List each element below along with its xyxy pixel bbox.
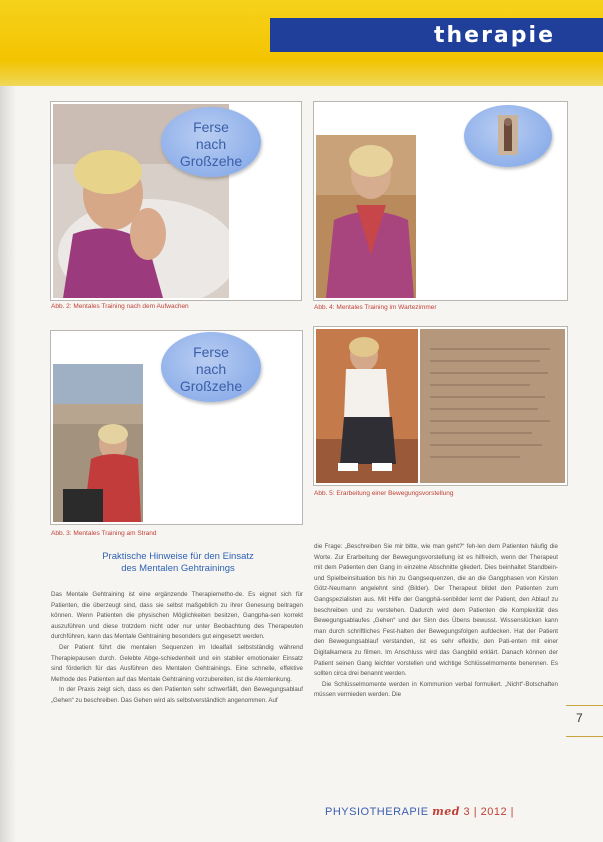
figure-5-caption: Abb. 5: Erarbeitung einer Bewegungsvorstellung (314, 490, 454, 497)
figure-4 (313, 101, 568, 301)
bubble-text: Ferse nach Großzehe (179, 344, 243, 394)
page-side-tab (566, 705, 603, 737)
paragraph: Die Schlüsselmomente werden in Kommunion verbal formuliert. „Nicht“-Botschaften müssen vermieden werden. Die (314, 680, 558, 699)
article-right-column (314, 542, 558, 701)
page-fold-shadow (0, 86, 16, 842)
speech-bubble-with-image (464, 105, 552, 167)
journal-name: PHYSIOTHERAPIE (325, 806, 429, 818)
figure-5 (313, 326, 568, 486)
figure-3 (50, 330, 303, 525)
paragraph: In der Praxis zeigt sich, dass es den Patienten sehr schwerfällt, den Bewegungsablauf „Gehen“ zu beschreiben. Das Gehen wird als selbstverständlich angenommen. Auf (51, 686, 303, 704)
figure-5-photo-left (316, 329, 418, 483)
speech-bubble (161, 332, 261, 402)
paragraph: Der Patient führt die mentalen Sequenzen im Idealfall selbstständig während Therapiepausen durch. Gelebte Abge-schiedenheit und ein stabiler emotionaler Einsatz sind förderlich für das Ausführen des Mentalen Gehtrainings. Eine schnelle, effektive Methode des Patienten auf das Mentale Gehtraining vorzubereiten, ist die Atemlenkung. (51, 643, 303, 683)
bubble-text: Ferse nach Großzehe (179, 119, 243, 169)
article-left-column (51, 590, 303, 707)
section-title: therapie (433, 23, 555, 48)
figure-3-photo (53, 364, 143, 522)
paragraph: die Frage: „Beschreiben Sie mir bitte, wie man geht?“ feh-len dem Patienten häufig die Worte. Zur Erarbeitung der Bewegungsvorstellung ist es hilfreich, wenn der Therapeut mit dem Patienten den Gang in einzelne Abschnitte gliedert. Dies beinhaltet Standbein- und Spielbeinsituation bis hin zu Gangsequenzen, die an die Gangphasen von Kirsten Götz-Neumann angelehnt sind (Bilder). Der Therapeut bildet den Patienten zum Gangspezialisten aus. Mit Hilfe der Gangphä-senbilder lernt der Patient, den Ablauf zu beschreiben und zu verstehen. Dadurch wird dem Patienten die Komplexität des Bewegungsablaufes „Gehen“ und der Sinn des Übens bewusst. Wissenslücken kann man durch schriftliches Fest-halten der Bewegungsfolgen aufdecken. Hat der Patient den Bewegungsablauf verstanden, ist es sehr effektiv, den Pati-enten mit einer Digitalkamera zu filmen. Im Anschluss wird das Gangbild erklärt. Danach können der Patient seinen Gang leichter vorstellen und wichtige Schlüsselmomente benennen. Es sollten circa drei benannt werden. (314, 543, 558, 678)
section-heading: Praktische Hinweise für den Einsatz des Mentalen Gehtrainings (102, 551, 254, 574)
speech-bubble (161, 107, 261, 177)
figure-5-photo-right (420, 329, 565, 483)
figure-4-photo (316, 135, 416, 298)
figure-2 (50, 101, 302, 301)
section-header-bar (270, 18, 603, 52)
paragraph: Das Mentale Gehtraining ist eine ergänzende Therapiemetho-de. Es eignet sich für Patienten, die überzeugt sind, dass sie selbst maßgeblich zu ihrer Genesung beitragen können. Wenn Patienten die physischen Möglichkeiten besitzen, Gangpha-sen korrekt auszuführen und diese trotzdem nicht oder nur unter Beobachtung des Therapeuten durchführen, kann das Mentale Gehtraining besonders gut eingesetzt werden. (51, 591, 303, 641)
figure-3-caption: Abb. 3: Mentales Training am Strand (51, 530, 157, 537)
page-number: 7 (576, 711, 583, 725)
journal-med-logo: med (432, 805, 460, 818)
figure-thumbnail-icon (498, 115, 518, 155)
figure-4-caption: Abb. 4: Mentales Training im Wartezimmer (314, 304, 437, 311)
issue-number: 3 | 2012 | (463, 806, 515, 818)
figure-2-caption: Abb. 2: Mentales Training nach dem Aufwachen (51, 303, 189, 310)
journal-footer (325, 805, 514, 818)
